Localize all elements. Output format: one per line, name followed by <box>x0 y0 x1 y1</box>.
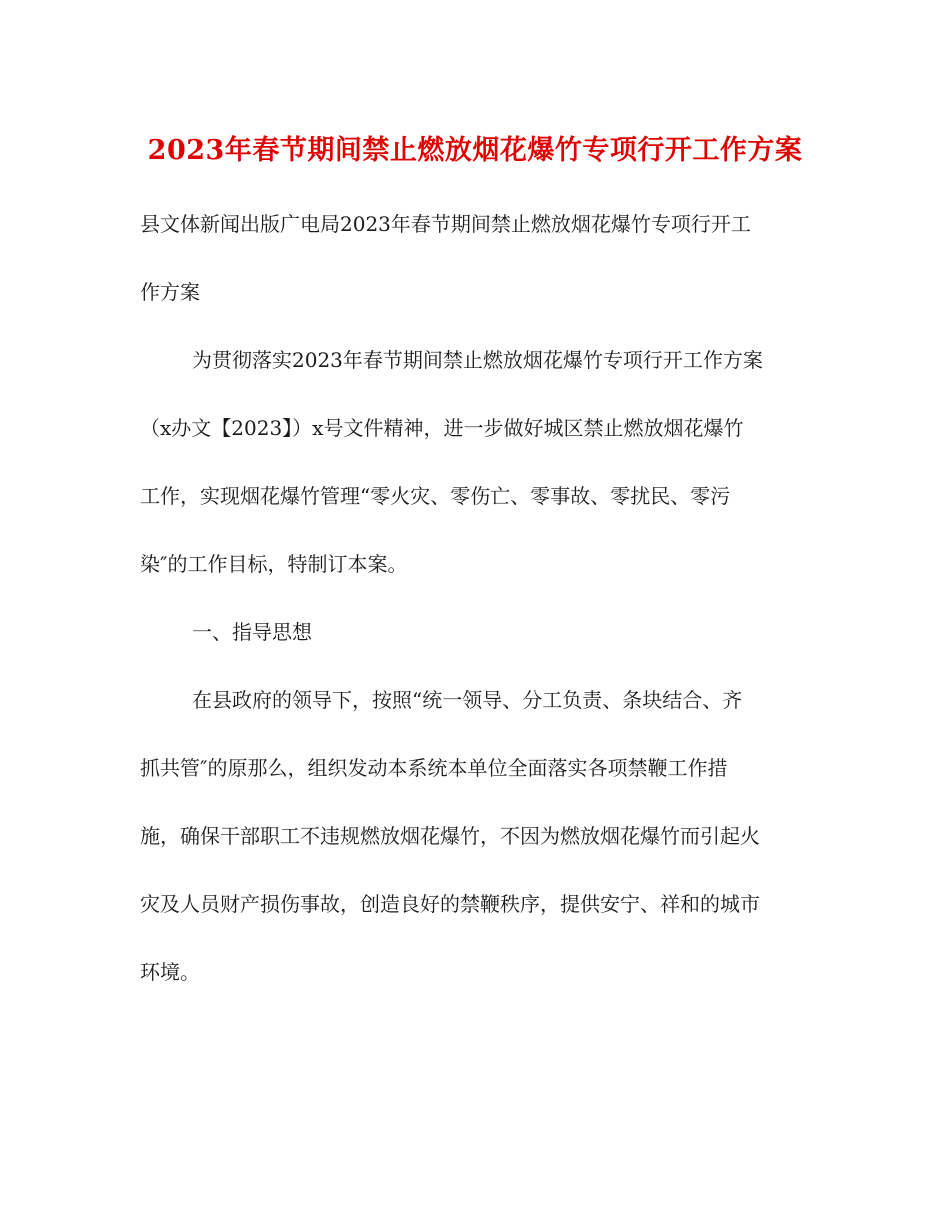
body-line: 作方案 <box>140 280 200 304</box>
body-line: 施，确保干部职工不违规燃放烟花爆竹，不因为燃放烟花爆竹而引起火 <box>140 824 760 848</box>
document-title: 2023年春节期间禁止燃放烟花爆竹专项行开工作方案 <box>147 135 803 166</box>
body-line: 灾及人员财产损伤事故，创造良好的禁鞭秩序，提供安宁、祥和的城市 <box>140 892 760 916</box>
body-line: 工作，实现烟花爆竹管理“零火灾、零伤亡、零事故、零扰民、零污 <box>140 484 731 508</box>
section-heading: 一、指导思想 <box>192 620 312 644</box>
document-body <box>140 190 820 1006</box>
body-line: 县文体新闻出版广电局2023年春节期间禁止燃放烟花爆竹专项行开工 <box>140 212 751 236</box>
body-line: （x办文【2023】）x号文件精神，进一步做好城区禁止燃放烟花爆竹 <box>140 416 744 440</box>
body-line: 染″的工作目标，特制订本案。 <box>140 552 408 576</box>
paragraph-start-line: 在县政府的领导下，按照“统一领导、分工负责、条块结合、齐 <box>192 688 743 712</box>
paragraph-start-line: 为贯彻落实2023年春节期间禁止燃放烟花爆竹专项行开工作方案 <box>192 348 763 372</box>
body-line: 环境。 <box>140 960 200 984</box>
body-line: 抓共管″的原那么，组织发动本系统本单位全面落实各项禁鞭工作措 <box>140 756 728 780</box>
